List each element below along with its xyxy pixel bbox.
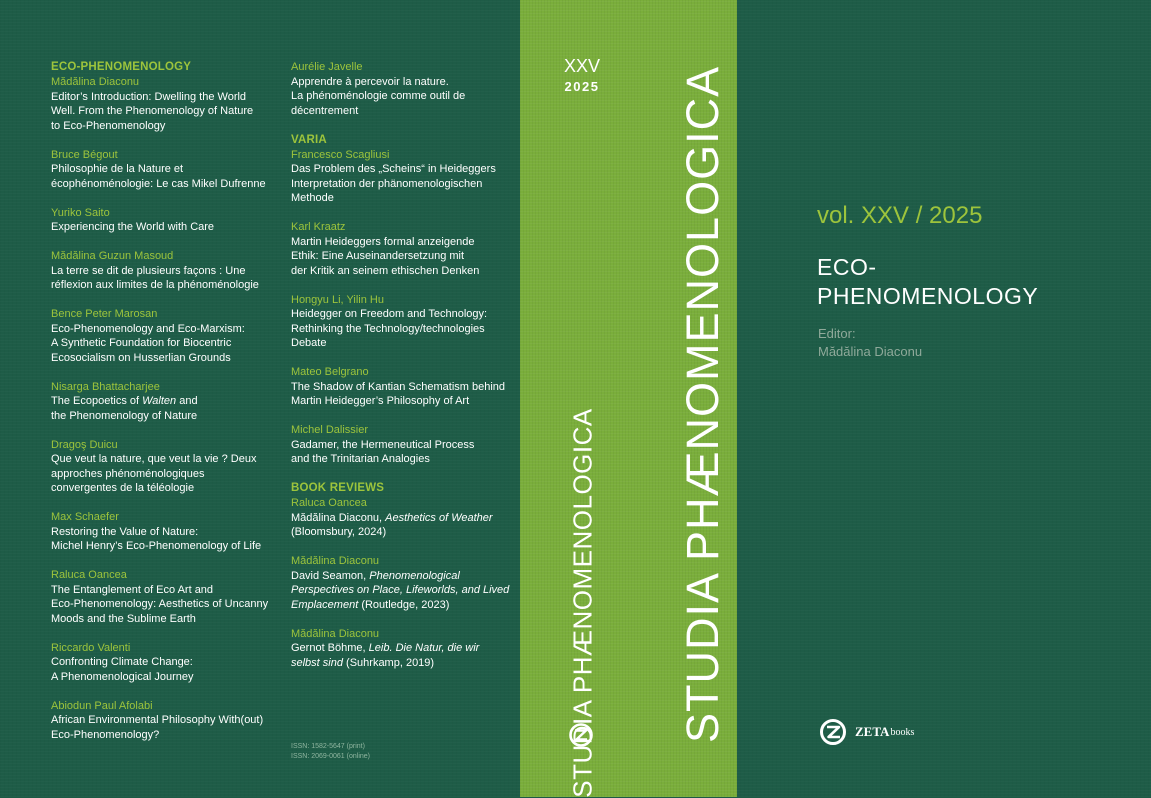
title-part: and the Phenomenology of Nature xyxy=(51,395,198,422)
review-entry xyxy=(291,554,519,612)
front-volume: vol. XXV / 2025 xyxy=(817,202,983,229)
article-entry xyxy=(51,641,276,685)
article-title: The Shadow of Kantian Schematism behind Martin Heidegger’s Philosophy of Art xyxy=(291,380,506,407)
publisher-name: ZETA xyxy=(855,724,890,739)
review-author: Raluca Oancea xyxy=(291,497,367,509)
review-book-title: Leib. Die Natur, die wir selbst sind xyxy=(291,642,480,669)
article-title: Eco-Phenomenology and Eco-Marxism: A Synthetic Foundation for Biocentric Ecosocialism on Husserlian Grounds xyxy=(51,322,245,364)
review-title xyxy=(291,641,519,670)
article-title: Gadamer, the Hermeneutical Process and the Trinitarian Analogies xyxy=(291,438,475,465)
section-heading-eco-phenomenology: ECO-PHENOMENOLOGY xyxy=(51,61,192,73)
review-title-part: Mădălina Diaconu, xyxy=(291,511,386,524)
varia-list xyxy=(291,148,519,467)
spine-title-large: STUDIA PHÆNOMENOLOGICA xyxy=(677,65,728,743)
article-author: Mădălina Diaconu xyxy=(51,76,140,88)
editor-name: Mădălina Diaconu xyxy=(818,344,923,359)
review-entry xyxy=(291,496,519,540)
article-title: Das Problem des „Scheins“ in Heideggers Interpretation der phänomenologischen Methode xyxy=(291,163,496,204)
review-book-title: Phenomenological Perspectives on Place, Lifeworlds, and Lived Emplacement xyxy=(291,569,510,611)
article-entry xyxy=(51,249,276,293)
article-entry xyxy=(291,365,519,409)
article-entry xyxy=(51,438,276,496)
review-author: Mădălina Diaconu xyxy=(291,627,380,640)
review-title-part: (Suhrkamp, 2019) xyxy=(342,656,435,669)
section-heading-varia: VARIA xyxy=(291,133,327,146)
contents-column-2 xyxy=(291,60,519,685)
article-title: Editor’s Introduction: Dwelling the World Well. From the Phenomenology of Nature to Eco-Phenomenology xyxy=(51,90,254,132)
article-author: Raluca Oancea xyxy=(51,569,127,581)
article-title: Heidegger on Freedom and Technology: Rethinking the Technology/technologies Debate xyxy=(291,308,488,349)
spine-volume: XXV xyxy=(563,56,601,76)
article-title xyxy=(51,394,276,423)
article-entry xyxy=(291,148,519,206)
article-author: Yuriko Saito xyxy=(51,206,110,219)
issn-print: ISSN: 1582-5647 (print) xyxy=(291,743,365,750)
article-title: Confronting Climate Change: A Phenomenological Journey xyxy=(51,656,194,683)
front-theme-title: ECO- PHENOMENOLOGY xyxy=(817,254,1039,309)
article-title: African Environmental Philosophy With(out) Eco-Phenomenology? xyxy=(51,714,264,741)
review-book-title: Aesthetics of Weather xyxy=(385,511,493,524)
article-title: Apprendre à percevoir la nature. La phénoménologie comme outil de décentrement xyxy=(291,75,466,117)
spine-year: 2025 xyxy=(564,79,600,94)
publisher-suffix: books xyxy=(890,726,915,738)
article-title: Que veut la nature, que veut la vie ? Deux approches phénoménologiques convergentes de la téléologie xyxy=(51,453,257,494)
article-author: Dragoş Duicu xyxy=(51,438,118,451)
article-author: Bence Peter Marosan xyxy=(51,308,158,320)
article-author: Michel Dalissier xyxy=(291,424,369,436)
article-author: Hongyu Li, Yilin Hu xyxy=(291,293,384,306)
article-entry xyxy=(291,423,519,467)
article-title: The Entanglement of Eco Art and Eco-Phenomenology: Aesthetics of Uncanny Moods and the Sublime Earth xyxy=(51,583,269,625)
article-entry xyxy=(51,148,276,192)
article-title: Experiencing the World with Care xyxy=(51,221,215,233)
review-title-part: Gernot Böhme, xyxy=(291,642,369,654)
contents-column-1 xyxy=(51,60,276,757)
review-title-part: David Seamon, xyxy=(291,569,370,582)
article-author: Mădălina Guzun Masoud xyxy=(51,250,174,262)
article-author: Riccardo Valenti xyxy=(51,641,131,654)
zeta-logo-icon xyxy=(818,718,852,746)
reviews-list xyxy=(291,496,519,670)
review-title xyxy=(291,569,519,613)
article-entry xyxy=(51,75,276,133)
article-entry xyxy=(51,568,276,626)
article-author: Aurélie Javelle xyxy=(291,61,363,73)
article-author: Karl Kraatz xyxy=(291,221,346,233)
article-entry xyxy=(291,293,519,351)
article-author: Mateo Belgrano xyxy=(291,366,369,378)
article-title: Philosophie de la Nature et écophénoménologie: Le cas Mikel Dufrenne xyxy=(51,163,266,190)
review-entry xyxy=(291,627,519,671)
article-author: Bruce Bégout xyxy=(51,148,118,161)
title-emphasis: Walten xyxy=(142,395,177,407)
article-entry xyxy=(51,206,276,235)
review-title-part: (Routledge, 2023) xyxy=(358,598,450,611)
spine-title-small: STUDIA PHÆNOMENOLOGICA xyxy=(567,408,598,798)
review-title-part: (Bloomsbury, 2024) xyxy=(291,526,387,538)
publisher-logo xyxy=(818,718,914,746)
article-list xyxy=(51,75,276,742)
article-entry xyxy=(291,220,519,278)
article-entry xyxy=(291,60,519,118)
article-title: Restoring the Value of Nature: Michel Henry’s Eco-Phenomenology of Life xyxy=(51,525,262,552)
zeta-logo-icon xyxy=(567,723,599,747)
title-part: The Ecopoetics of xyxy=(51,395,143,407)
review-title xyxy=(291,511,519,540)
article-entry xyxy=(51,380,276,424)
review-author: Mădălina Diaconu xyxy=(291,555,380,567)
article-author: Max Schaefer xyxy=(51,511,119,523)
article-entry xyxy=(51,699,276,743)
article-entry xyxy=(51,307,276,365)
article-author: Nisarga Bhattacharjee xyxy=(51,380,160,393)
article-title: Martin Heideggers formal anzeigende Ethik: Eine Auseinandersetzung mit der Kritik an seinem ethischen Denken xyxy=(291,235,480,277)
section-heading-book-reviews: BOOK REVIEWS xyxy=(291,482,385,494)
editor-label: Editor: xyxy=(818,326,856,341)
issn-online: ISSN: 2069-0061 (online) xyxy=(291,752,370,760)
article-title: La terre se dit de plusieurs façons : Une réflexion aux limites de la phénoménologie xyxy=(51,264,259,291)
article-entry xyxy=(51,510,276,554)
issn-block xyxy=(291,742,370,761)
article-author: Abiodun Paul Afolabi xyxy=(51,699,153,712)
article-author: Francesco Scagliusi xyxy=(291,148,390,161)
